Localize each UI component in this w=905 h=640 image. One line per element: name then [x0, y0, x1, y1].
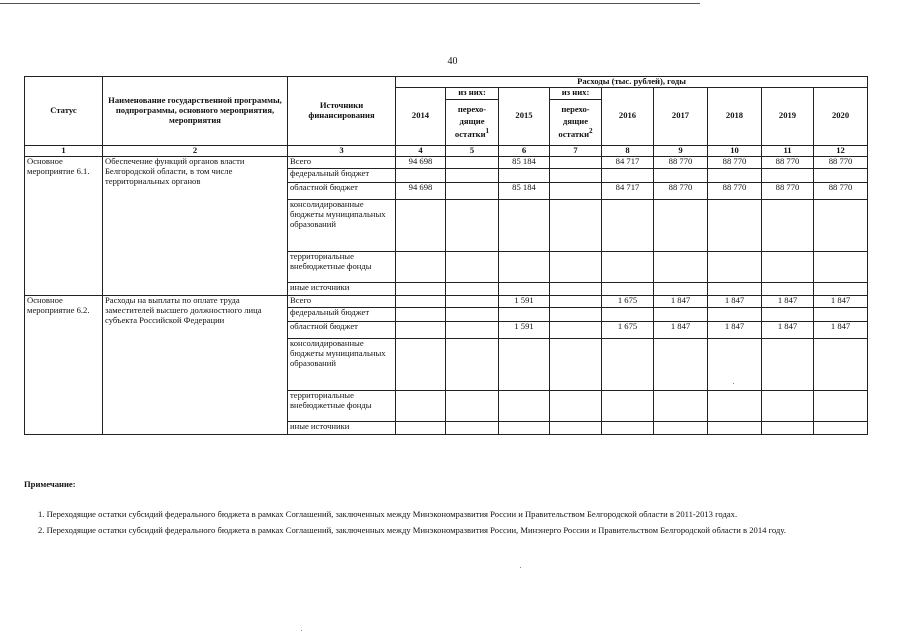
- column-number-cell: 9: [654, 145, 708, 156]
- value-cell: [396, 338, 446, 390]
- column-number-cell: 11: [762, 145, 814, 156]
- value-cell: [550, 307, 602, 321]
- header-iz-nikh-2: из них:: [550, 87, 602, 99]
- note-item: 1. Переходящие остатки субсидий федерального бюджета в рамках Соглашений, заключенных между Минэкономразвития России и Правительством Белгородской области в 2011-2013 годах.: [38, 509, 738, 520]
- value-cell: 1 675: [602, 295, 654, 307]
- value-cell: [396, 307, 446, 321]
- value-cell: [602, 338, 654, 390]
- value-cell: [762, 421, 814, 434]
- section-status-cell: Основное мероприятие 6.1.: [25, 156, 103, 295]
- funding-source-cell: консолидированные бюджеты муниципальных образований: [288, 338, 396, 390]
- value-cell: [654, 282, 708, 295]
- value-cell: [446, 199, 499, 251]
- funding-source-cell: федеральный бюджет: [288, 168, 396, 182]
- value-cell: 84 717: [602, 182, 654, 199]
- value-cell: [446, 295, 499, 307]
- column-number-cell: 12: [814, 145, 868, 156]
- column-number-cell: 10: [708, 145, 762, 156]
- note-item: 2. Переходящие остатки субсидий федерального бюджета в рамках Соглашений, заключенных между Минэкономразвития России, Минэнерго России и Правительством Белгородской области в 2014 году.: [38, 525, 786, 536]
- value-cell: 1 675: [602, 321, 654, 338]
- value-cell: [708, 251, 762, 282]
- funding-source-cell: консолидированные бюджеты муниципальных образований: [288, 199, 396, 251]
- value-cell: [550, 421, 602, 434]
- value-cell: [499, 199, 550, 251]
- value-cell: [396, 199, 446, 251]
- value-cell: [654, 421, 708, 434]
- value-cell: [396, 282, 446, 295]
- funding-table: [24, 76, 868, 435]
- header-year-2015: 2015: [499, 87, 550, 145]
- value-cell: [446, 321, 499, 338]
- notes-block: [24, 478, 867, 540]
- column-number-cell: 1: [25, 145, 103, 156]
- top-rule: [0, 3, 700, 4]
- column-number-cell: 8: [602, 145, 654, 156]
- value-cell: [550, 182, 602, 199]
- table-row: [25, 156, 868, 168]
- header-year-2014: 2014: [396, 87, 446, 145]
- value-cell: [708, 199, 762, 251]
- value-cell: [446, 251, 499, 282]
- funding-source-cell: территориальные внебюджетные фонды: [288, 390, 396, 421]
- header-year-2016: 2016: [602, 87, 654, 145]
- value-cell: [396, 321, 446, 338]
- value-cell: [446, 282, 499, 295]
- value-cell: [602, 282, 654, 295]
- funding-source-cell: Всего: [288, 295, 396, 307]
- column-number-cell: 2: [103, 145, 288, 156]
- funding-source-cell: федеральный бюджет: [288, 307, 396, 321]
- value-cell: 94 698: [396, 156, 446, 168]
- value-cell: [602, 168, 654, 182]
- value-cell: [762, 251, 814, 282]
- column-number-cell: 3: [288, 145, 396, 156]
- value-cell: [708, 168, 762, 182]
- header-carryover-1: перехо-дящие остатки$^1$: [446, 99, 499, 145]
- value-cell: 85 184: [499, 156, 550, 168]
- value-cell: [814, 251, 868, 282]
- value-cell: 1 847: [762, 295, 814, 307]
- value-cell: 88 770: [708, 156, 762, 168]
- value-cell: [814, 390, 868, 421]
- value-cell: [446, 156, 499, 168]
- header-status: Статус: [25, 77, 103, 146]
- value-cell: [814, 307, 868, 321]
- header-year-2019: 2019: [762, 87, 814, 145]
- value-cell: [446, 182, 499, 199]
- header-name: Наименование государственной программы, подпрограммы, основного мероприятия, мероприятия: [103, 77, 288, 146]
- value-cell: [602, 421, 654, 434]
- value-cell: [446, 421, 499, 434]
- value-cell: [654, 307, 708, 321]
- section-status-cell: Основное мероприятие 6.2.: [25, 295, 103, 434]
- notes-title: Примечание:: [24, 479, 76, 489]
- value-cell: [602, 307, 654, 321]
- funding-source-cell: Всего: [288, 156, 396, 168]
- value-cell: [396, 295, 446, 307]
- value-cell: [814, 168, 868, 182]
- value-cell: [602, 199, 654, 251]
- value-cell: [499, 168, 550, 182]
- value-cell: [550, 251, 602, 282]
- value-cell: 88 770: [654, 182, 708, 199]
- value-cell: [396, 168, 446, 182]
- value-cell: [762, 307, 814, 321]
- header-year-2020: 2020: [814, 87, 868, 145]
- value-cell: [499, 390, 550, 421]
- value-cell: [446, 338, 499, 390]
- value-cell: 88 770: [762, 156, 814, 168]
- column-number-row: [25, 145, 868, 156]
- value-cell: [550, 199, 602, 251]
- column-number-cell: 4: [396, 145, 446, 156]
- value-cell: [499, 251, 550, 282]
- value-cell: [762, 168, 814, 182]
- value-cell: [446, 307, 499, 321]
- value-cell: [396, 421, 446, 434]
- funding-source-cell: областной бюджет: [288, 182, 396, 199]
- value-cell: [708, 282, 762, 295]
- header-carryover-2: перехо-дящие остатки$^2$: [550, 99, 602, 145]
- value-cell: [602, 390, 654, 421]
- value-cell: [550, 321, 602, 338]
- header-year-2017: 2017: [654, 87, 708, 145]
- value-cell: 88 770: [814, 156, 868, 168]
- value-cell: [654, 199, 708, 251]
- value-cell: [708, 421, 762, 434]
- value-cell: 1 847: [708, 321, 762, 338]
- value-cell: [654, 251, 708, 282]
- value-cell: 88 770: [654, 156, 708, 168]
- value-cell: [762, 282, 814, 295]
- value-cell: [550, 390, 602, 421]
- value-cell: [654, 390, 708, 421]
- value-cell: [446, 390, 499, 421]
- value-cell: 88 770: [708, 182, 762, 199]
- value-cell: [396, 390, 446, 421]
- value-cell: 88 770: [762, 182, 814, 199]
- value-cell: [396, 251, 446, 282]
- column-number-cell: 7: [550, 145, 602, 156]
- value-cell: [654, 338, 708, 390]
- funding-source-cell: областной бюджет: [288, 321, 396, 338]
- value-cell: 1 591: [499, 295, 550, 307]
- value-cell: [446, 168, 499, 182]
- value-cell: [654, 168, 708, 182]
- scan-speck: [733, 383, 734, 384]
- value-cell: 88 770: [814, 182, 868, 199]
- value-cell: 1 847: [814, 321, 868, 338]
- value-cell: 94 698: [396, 182, 446, 199]
- header-sources: Источники финансирования: [288, 77, 396, 146]
- section-name-cell: Расходы на выплаты по оплате труда заместителей высшего должностного лица субъекта Российской Федерации: [103, 295, 288, 434]
- value-cell: [814, 282, 868, 295]
- value-cell: [550, 338, 602, 390]
- value-cell: [708, 338, 762, 390]
- scan-speck: [520, 567, 521, 568]
- value-cell: 1 847: [762, 321, 814, 338]
- value-cell: 1 847: [814, 295, 868, 307]
- value-cell: 84 717: [602, 156, 654, 168]
- funding-source-cell: территориальные внебюджетные фонды: [288, 251, 396, 282]
- scan-speck: [301, 630, 302, 631]
- section-name-cell: Обеспечение функций органов власти Белгородской области, в том числе территориальных органов: [103, 156, 288, 295]
- header-expenses: Расходы (тыс. рублей), годы: [396, 77, 868, 88]
- page-number: 40: [447, 56, 458, 67]
- value-cell: 85 184: [499, 182, 550, 199]
- header-year-2018: 2018: [708, 87, 762, 145]
- value-cell: [762, 338, 814, 390]
- value-cell: [602, 251, 654, 282]
- value-cell: [762, 199, 814, 251]
- column-number-cell: 6: [499, 145, 550, 156]
- value-cell: 1 847: [654, 295, 708, 307]
- value-cell: [499, 307, 550, 321]
- value-cell: [550, 295, 602, 307]
- value-cell: [814, 199, 868, 251]
- value-cell: [550, 156, 602, 168]
- value-cell: [550, 282, 602, 295]
- value-cell: 1 591: [499, 321, 550, 338]
- value-cell: [708, 307, 762, 321]
- value-cell: [708, 390, 762, 421]
- column-number-cell: 5: [446, 145, 499, 156]
- value-cell: [499, 421, 550, 434]
- value-cell: [814, 421, 868, 434]
- value-cell: [499, 338, 550, 390]
- table-row: [25, 295, 868, 307]
- value-cell: 1 847: [708, 295, 762, 307]
- value-cell: [499, 282, 550, 295]
- value-cell: [550, 168, 602, 182]
- header-iz-nikh-1: из них:: [446, 87, 499, 99]
- value-cell: [762, 390, 814, 421]
- funding-source-cell: иные источники: [288, 282, 396, 295]
- value-cell: 1 847: [654, 321, 708, 338]
- value-cell: [814, 338, 868, 390]
- funding-source-cell: иные источники: [288, 421, 396, 434]
